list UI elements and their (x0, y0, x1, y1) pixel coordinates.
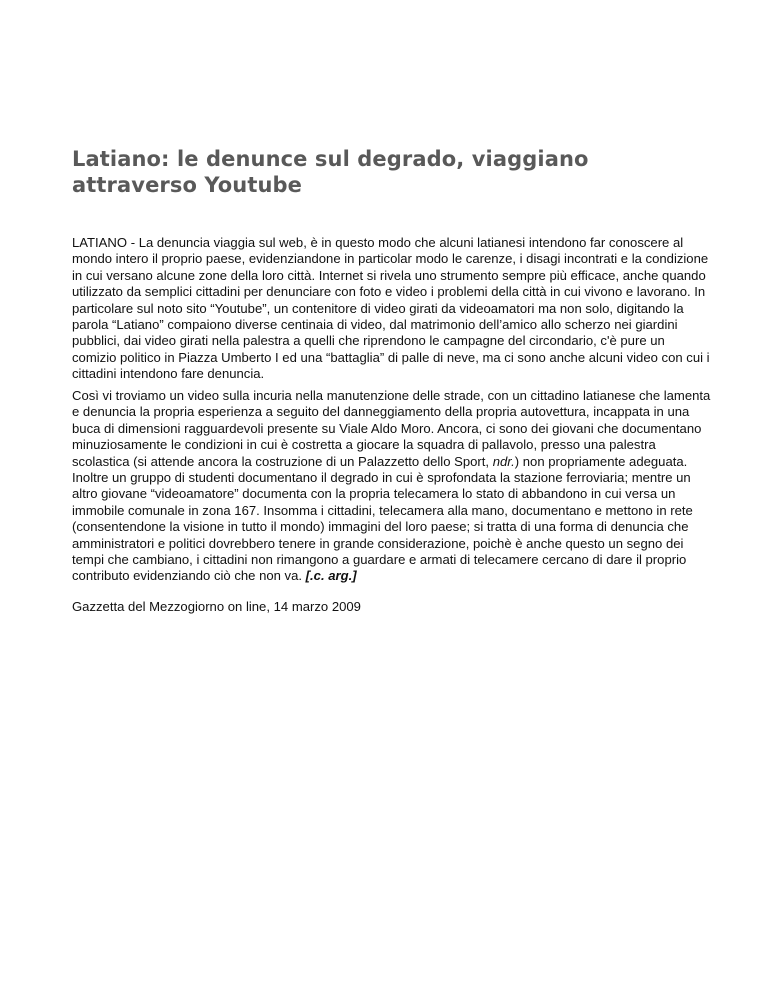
article-title: Latiano: le denunce sul degrado, viaggiano attraverso Youtube (72, 147, 589, 197)
paragraph-2-text-a: Così vi troviamo un video sulla incuria nella manutenzione delle strade, con un cittadino latianese che lamenta e denuncia la propria esperienza a seguito del danneggiamento della propria autovettura, incappata in una buca di dimensioni ragguardevoli presente su Viale Aldo Moro. Ancora, ci sono dei giovani che documentano minuziosamente le condizioni in cui è costretta a giocare la squadra di pallavolo, presso una palestra scolastica (si attende ancora la costruzione di un Palazzetto dello Sport, (72, 388, 711, 469)
article-paragraph-1: LATIANO - La denuncia viaggia sul web, è in questo modo che alcuni latianesi intendono far conoscere al mondo intero il proprio paese, evidenziandone in particolar modo le carenze, i disagi incontrati e la condizione in cui versano alcune zone della loro città. Internet si rivela uno strumento sempre più efficace, anche quando utilizzato da semplici cittadini per denunciare con foto e video i problemi della città in cui vivono e lavorano. In particolare sul noto sito “Youtube”, un contenitore di video girati da videoamatori ma non solo, digitando la parola “Latiano” compaiono diverse centinaia di video, dal matrimonio dell’amico allo scherzo nei giardini pubblici, dai video girati nella palestra a quelli che riprendono le campagne del circondario, c'è pure un comizio politico in Piazza Umberto I ed una “battaglia” di palle di neve, ma ci sono anche alcuni video con cui i cittadini intendono fare denuncia. (72, 235, 710, 382)
source-citation: Gazzetta del Mezzogiorno on line, 14 marzo 2009 (72, 599, 361, 614)
ndr-abbreviation: ndr. (492, 453, 515, 469)
article-paragraph-2 (72, 388, 712, 585)
author-signature: [.c. arg.] (305, 568, 357, 584)
paragraph-2-text-b: ) non propriamente adeguata. Inoltre un gruppo di studenti documentano il degrado in cui è sprofondata la stazione ferroviaria; mentre un altro giovane “videoamatore” documenta con la propria telecamera lo stato di abbandono in cui versa un immobile comunale in zona 167. Insomma i cittadini, telecamera alla mano, documentano e mettono in rete (consentendone la visione in tutto il mondo) immagini del loro paese; si tratta di una forma di denuncia che amministratori e politici dovrebbero tenere in grande considerazione, poichè è anche questo un segno dei tempi che cambiano, i cittadini non rimangono a guardare e armati di telecamere cercano di dare il proprio contributo evidenziando ciò che non va. (72, 453, 693, 584)
